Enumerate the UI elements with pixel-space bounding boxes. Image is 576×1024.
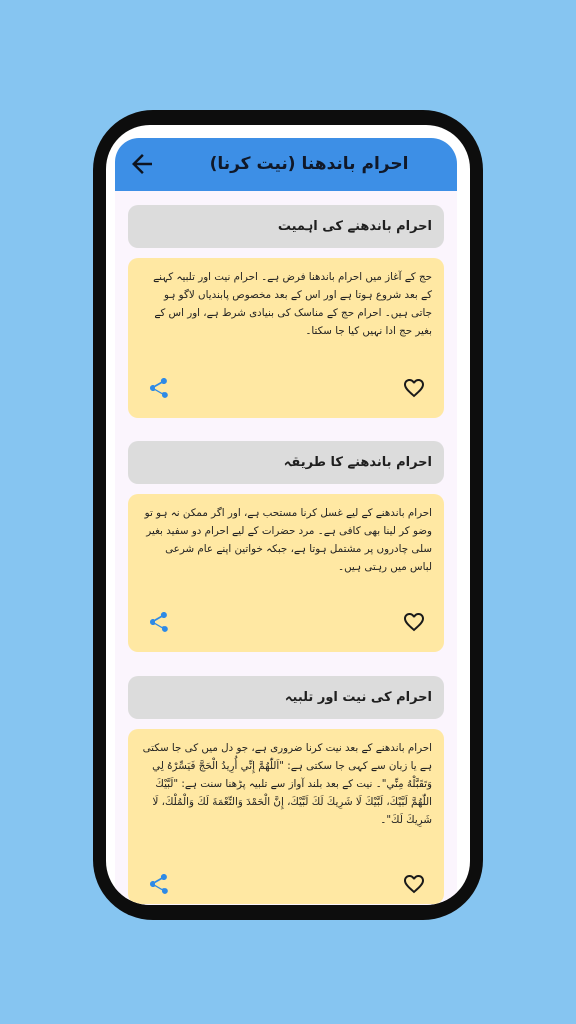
page-title: احرام باندھنا (نیت کرنا) (209, 154, 409, 174)
content-list[interactable] (115, 191, 457, 905)
favorite-button[interactable] (402, 610, 426, 634)
share-button[interactable] (146, 376, 170, 400)
heart-outline-icon (402, 376, 426, 400)
section-intention (128, 676, 444, 904)
back-button[interactable] (127, 149, 157, 179)
heart-outline-icon (402, 872, 426, 896)
share-icon (146, 376, 170, 400)
card-text: احرام باندھنے کے لیے غسل کرنا مستحب ہے، اور اگر ممکن نہ ہو تو وضو کر لینا بھی کافی ہے۔ مرد حضرات کے لیے احرام دو سفید بغیر سلی چادروں پر مشتمل ہوتا ہے، جبکہ خواتین اپنے عام شرعی لباس میں رہتی ہیں۔ (144, 507, 432, 573)
content-card (128, 258, 444, 418)
phone-frame (93, 110, 483, 920)
content-card (128, 729, 444, 904)
section-header: احرام باندھنے کی اہمیت (128, 205, 444, 248)
share-button[interactable] (146, 872, 170, 896)
content-card (128, 494, 444, 652)
favorite-button[interactable] (402, 872, 426, 896)
section-header: احرام کی نیت اور تلبیہ (128, 676, 444, 719)
heart-outline-icon (402, 610, 426, 634)
section-header: احرام باندھنے کا طریقہ (128, 441, 444, 484)
card-text: حج کے آغاز میں احرام باندھنا فرض ہے۔ احرام نیت اور تلبیہ کہنے کے بعد شروع ہوتا ہے اور اس کے بعد مخصوص پابندیاں لاگو ہو جاتی ہیں۔ احرام حج کے مناسک کی بنیادی شرط ہے، اور اس کے بغیر حج ادا نہیں کیا جا سکتا۔ (153, 271, 432, 337)
share-button[interactable] (146, 610, 170, 634)
app-bar (115, 138, 457, 191)
section-method (128, 441, 444, 652)
favorite-button[interactable] (402, 376, 426, 400)
arrow-left-icon (127, 149, 157, 179)
phone-screen (106, 125, 470, 905)
section-importance (128, 205, 444, 418)
share-icon (146, 610, 170, 634)
share-icon (146, 872, 170, 896)
card-text: احرام باندھنے کے بعد نیت کرنا ضروری ہے، جو دل میں کی جا سکتی ہے یا زبان سے کہی جا سکتی ہے: "اَللّٰهُمَّ إِنِّي أُرِيدُ الْحَجَّ فَيَسِّرْهُ لِي وَتَقَبَّلْهُ مِنِّي"۔ نیت کے بعد بلند آواز سے تلبیہ پڑھنا سنت ہے: "لَبَّيْكَ اللّٰهُمَّ لَبَّيْكَ، لَبَّيْكَ لَا شَرِيكَ لَكَ لَبَّيْكَ، إِنَّ الْحَمْدَ وَالنِّعْمَةَ لَكَ وَالْمُلْكَ، لَا شَرِيكَ لَكَ"۔ (142, 742, 432, 826)
